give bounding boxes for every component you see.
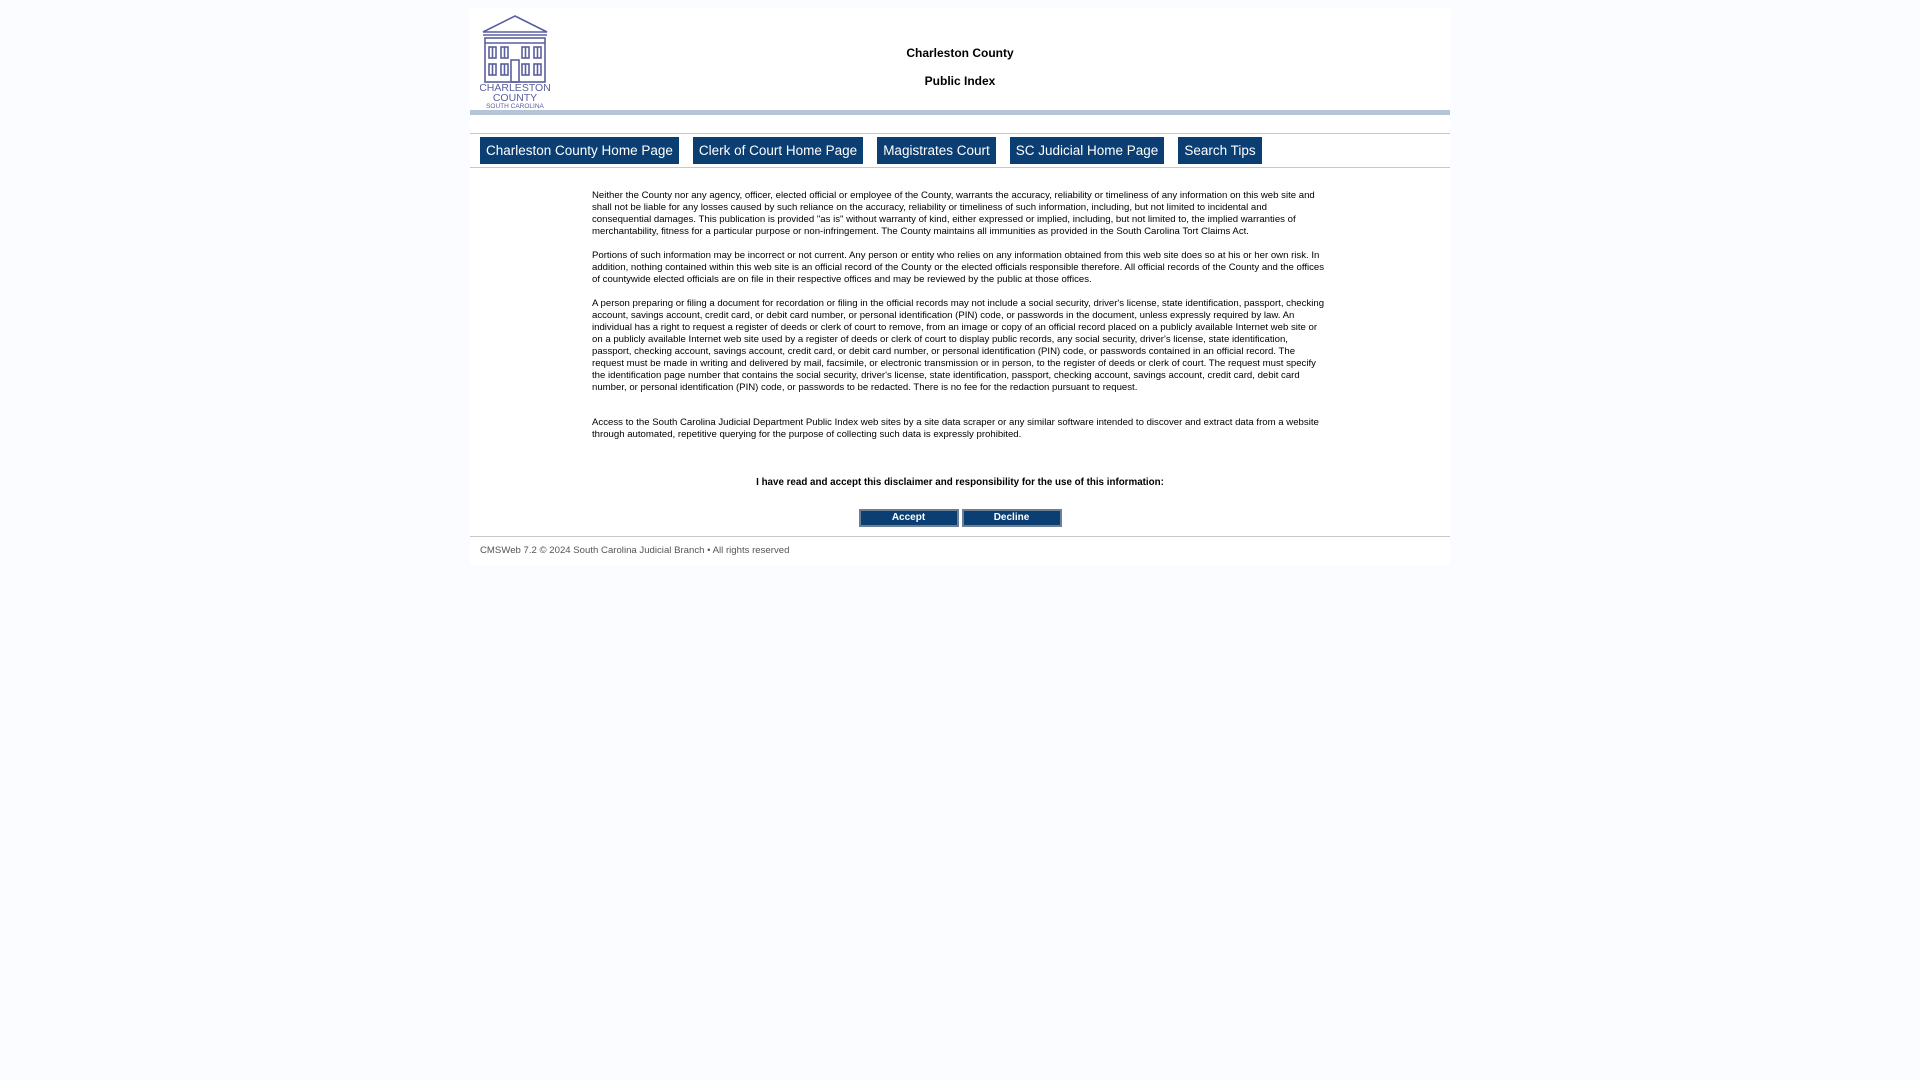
action-buttons [592,509,1328,527]
nav-sc-judicial-home[interactable]: SC Judicial Home Page [1010,137,1165,164]
disclaimer-paragraph: Neither the County nor any agency, officer, elected official or employee of the County, warrants the accuracy, reliability or timeliness of any information on this web site and shall not be liable for any losses caused by such reliance on the accuracy, reliability or timeliness of such information, including, but not limited to incidental and consequential damages. This publication is provided "as is" without warranty of kind, either expressed or implied, including, but not limited to, the implied warranties of merchantability, fitness for a particular purpose or non-infringement. The County maintains all immunities as provided in the South Carolina Tort Claims Act. [592,190,1315,237]
decline-button[interactable]: Decline [962,509,1062,527]
top-nav [470,133,1450,168]
header [470,8,1450,115]
footer: CMSWeb 7.2 © 2024 South Carolina Judicial Branch • All rights reserved [470,536,1450,565]
logo-text-1: CHARLESTON [480,82,550,94]
nav-magistrates-court[interactable]: Magistrates Court [877,137,996,164]
courthouse-logo-icon [480,14,550,109]
nav-search-tips[interactable]: Search Tips [1178,137,1261,164]
page-subtitle: Public Index [924,74,996,88]
page-container [470,8,1450,565]
nav-clerk-of-court-home[interactable]: Clerk of Court Home Page [693,137,863,164]
disclaimer-paragraph: A person preparing or filing a document for recordation or filing in the official records may not include a social security, driver's license, state identification, passport, checking account, savings account, credit card, or debit card number, or personal identification (PIN) code, or passwords in the document, unless expressly required by law. An individual has a right to request a register of deeds or clerk of court to remove, from an image or copy of an official record placed on a publicly available Internet web site or on a publicly available Internet web site used by a register of deeds or clerk of court to display public records, any social security, driver's license, state identification, passport, checking account, savings account, credit card, or debit card number, or personal identification (PIN) code, or passwords contained in an official record. The request must be made in writing and delivered by mail, facsimile, or electronic transmission or in person, to the register of deeds or clerk of court. The request must specify the identification page number that contains the social security, driver's license, state identification, passport, checking account, savings account, credit card, debit card number, or personal identification (PIN) code, or passwords to be redacted. There is no fee for the redaction pursuant to request. [592,298,1325,393]
accept-button[interactable]: Accept [859,509,959,527]
accept-prompt: I have read and accept this disclaimer and responsibility for the use of this information: [756,477,1164,488]
logo-text-3: SOUTH CAROLINA [486,103,544,109]
logo-text-2: COUNTY [492,92,538,104]
nav-charleston-county-home[interactable]: Charleston County Home Page [480,137,679,164]
page-title: Charleston County [906,46,1014,60]
county-logo[interactable] [480,14,550,109]
disclaimer-content [592,190,1328,527]
disclaimer-paragraph: Access to the South Carolina Judicial Department Public Index web sites by a site data scraper or any similar software intended to discover and extract data from a website through automated, repetitive querying for the purpose of collecting such data is expressly prohibited. [592,417,1319,440]
disclaimer-paragraph: Portions of such information may be incorrect or not current. Any person or entity who relies on any information obtained from this web site does so at his or her own risk. In addition, nothing contained within this web site is an official record of the County or the elected officials responsible therefore. All official records of the County and the offices of countywide elected officials are on file in their respective offices and may be reviewed by the public at those offices. [592,250,1325,285]
